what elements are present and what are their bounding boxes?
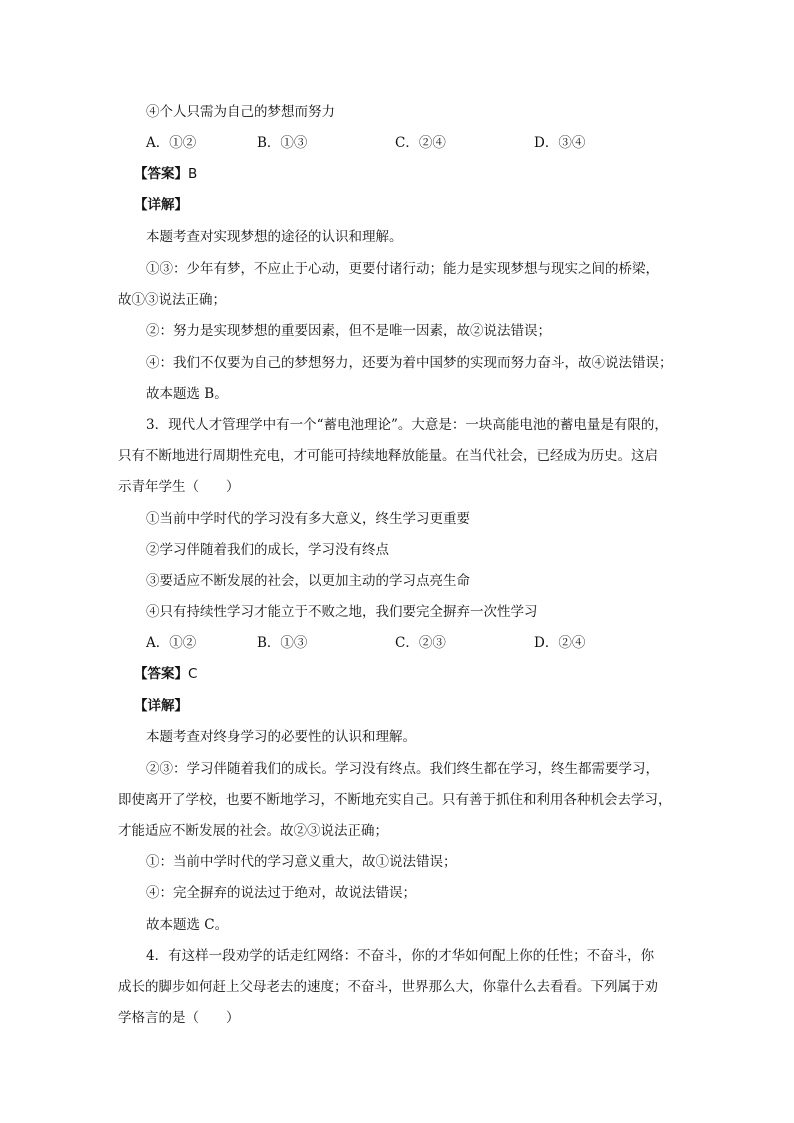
question-item: ①当前中学时代的学习没有多大意义，终生学习更重要 (146, 511, 470, 527)
explain-line: 故本题选 C。 (146, 917, 229, 933)
explain-line: 即使离开了学校，也要不断地学习，不断地充实自己。只有善于抓住和利用各种机会去学习， (118, 792, 672, 808)
explain-line: ②：努力是实现梦想的重要因素，但不是唯一因素，故②说法错误； (146, 323, 551, 339)
answer-line (134, 665, 197, 683)
explain-line: 本题考查对终身学习的必要性的认识和理解。 (146, 729, 416, 745)
option-b: B．①③ (257, 635, 308, 651)
option-b: B．①③ (257, 135, 308, 151)
question-item: ③要适应不断发展的社会，以更加主动的学习点亮生命 (146, 573, 470, 589)
question-stem: 3．现代人才管理学中有一个“蓄电池理论”。大意是：一块高能电池的蓄电量是有限的， (146, 417, 668, 433)
explain-label: 【详解】 (134, 197, 188, 213)
answer-label: 【答案】 (134, 666, 188, 682)
option-d: D．②④ (534, 635, 586, 651)
explain-line: 才能适应不断发展的社会。故②③说法正确； (118, 823, 388, 839)
option-c: C．②④ (395, 135, 446, 151)
question-item: ②学习伴随着我们的成长，学习没有终点 (146, 542, 389, 558)
answer-value: B (188, 166, 198, 182)
explain-line: 本题考查对实现梦想的途径的认识和理解。 (146, 229, 403, 245)
question-item: ④个人只需为自己的梦想而努力 (146, 104, 335, 120)
question-stem: 只有不断地进行周期性充电，才可能可持续地释放能量。在当代社会，已经成为历史。这启 (118, 448, 658, 464)
explain-line: 故本题选 B。 (146, 386, 228, 402)
option-a: A．①② (146, 135, 197, 151)
explain-label: 【详解】 (134, 698, 188, 714)
option-c: C．②③ (395, 635, 446, 651)
explain-line: ①：当前中学时代的学习意义重大，故①说法错误； (146, 854, 457, 870)
option-a: A．①② (146, 635, 197, 651)
question-stem: 学格言的是（ ） (118, 1010, 240, 1026)
question-stem: 4．有这样一段劝学的话走红网络：不奋斗，你的才华如何配上你的任性；不奋斗，你 (146, 948, 655, 964)
question-stem: 示青年学生（ ） (118, 479, 240, 495)
answer-value: C (188, 666, 198, 682)
answer-line (134, 165, 197, 183)
question-item: ④只有持续性学习才能立于不败之地，我们要完全摒弃一次性学习 (146, 604, 538, 620)
explain-line: ①③：少年有梦，不应止于心动，更要付诸行动；能力是实现梦想与现实之间的桥梁， (146, 261, 659, 277)
question-stem: 成长的脚步如何赶上父母老去的速度；不奋斗，世界那么大，你靠什么去看看。下列属于劝 (118, 979, 658, 995)
explain-line: 故①③说法正确； (118, 292, 226, 308)
answer-label: 【答案】 (134, 166, 188, 182)
explain-line: ④：我们不仅要为自己的梦想努力，还要为着中国梦的实现而努力奋斗，故④说法错误； (146, 355, 673, 371)
explain-line: ②③：学习伴随着我们的成长。学习没有终点。我们终生都在学习，终生都需要学习， (146, 761, 659, 777)
option-d: D．③④ (534, 135, 586, 151)
explain-line: ④：完全摒弃的说法过于绝对，故说法错误； (146, 885, 416, 901)
